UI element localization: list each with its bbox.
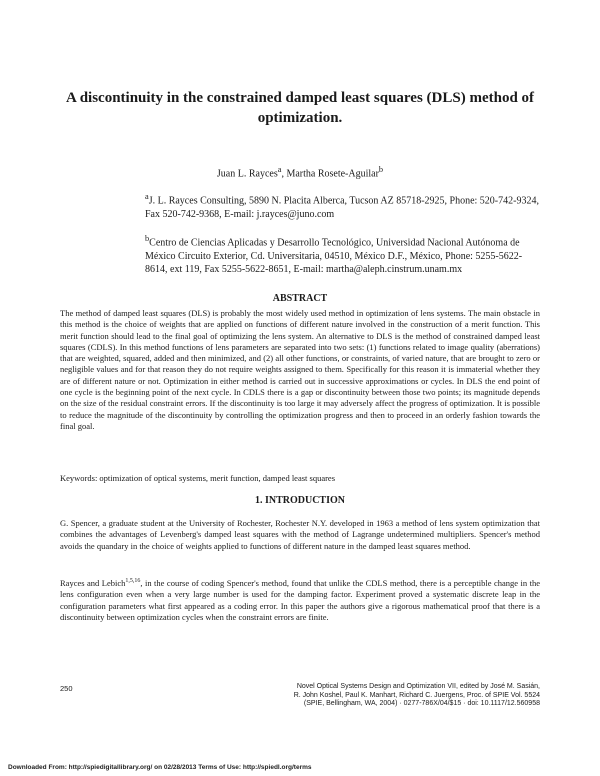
affiliation-mark: b <box>145 234 150 243</box>
page-number: 250 <box>60 684 73 693</box>
affiliation-text: Centro de Ciencias Aplicadas y Desarrollo Tecnológico, Universidad Nacional Autónoma de México Circuito Exterior, Cd. Universitaria, 04510, México D.F., México, Phone: 5255-5622-8614, ext 119, Fax 5255-5622-8651, E-mail: martha@aleph.cinstrum.unam.mx <box>145 237 523 276</box>
footer-line: Novel Optical Systems Design and Optimization VII, edited by José M. Sasián, <box>296 683 540 690</box>
proceedings-footer <box>285 683 540 709</box>
author-separator: , <box>281 168 287 180</box>
download-notice: Downloaded From: http://spiedigitallibrary.org/ on 02/28/2013 Terms of Use: http://spiedl.org/terms <box>8 764 312 771</box>
abstract-body: The method of damped least squares (DLS) is probably the most widely used method in optimization of lens systems. The main obstacle in this method is the choice of weights that are applied on functions of different nature involved in the construction of a merit function. This merit function should lead to the final goal of optimizing the lens system. An alternative to DLS is the method of constrained damped least squares (CDLS). In this method functions of lens parameters are separated into two sets: (1) functions related to image quality (aberrations) that are weighted, squared, added and then minimized, and (2) all other functions, or constraints, of varied nature, that are brought to zero or negligible values and for that reason they do not require weights assigned to them. Specifically for this reason it is immaterial whether they are of different nature or not. Optimization in either method is carried out in successive approximations or cycles. In DLS the end point of one cycle is the beginning point of the next cycle. In CDLS there is a gap or discontinuity between those two points; its magnitude depends on the size of the residual constraint errors. If the discontinuity is too large it may adversely affect the progress of optimization. It is possible to reduce the magnitude of the discontinuity by controlling the optimization progress and then to proceed in an orderly fashion towards the final goal. <box>60 308 540 431</box>
author-name: Juan L. Rayces <box>216 168 278 180</box>
author-mark: b <box>378 165 384 174</box>
affiliation-text: J. L. Rayces Consulting, 5890 N. Placita Alberca, Tucson AZ 85718-2925, Phone: 520-742-9324, Fax 520-742-9368, E-mail: j.rayces@juno.com <box>145 195 539 220</box>
paragraph-authors: Rayces and Lebich <box>60 578 126 588</box>
citation-refs: 1,5,16 <box>125 578 141 585</box>
footer-line: (SPIE, Bellingham, WA, 2004) · 0277-786X/04/$15 · doi: 10.1117/12.560958 <box>303 700 540 708</box>
paper-title: A discontinuity in the constrained damped least squares (DLS) method of optimization. <box>65 90 535 126</box>
affiliation-b <box>145 232 540 277</box>
abstract-heading: ABSTRACT <box>272 293 328 304</box>
section-heading: 1. INTRODUCTION <box>254 495 345 506</box>
paragraph-text: , in the course of coding Spencer's method, found that unlike the CDLS method, there is a perceptible change in the lens configuration even when a very large number is used for the damping factor. Experiment proved a systematic discrete leap in the configuration parameters what first appeared as a coding error. In this paper the authors give a rigorous mathematical proof that there is a discontinuity between optimization cycles when the constraint errors are finite. <box>60 578 540 622</box>
author-mark: a <box>277 165 282 174</box>
author-line <box>0 165 600 179</box>
intro-paragraph-1: G. Spencer, a graduate student at the University of Rochester, Rochester N.Y. developed in 1963 a method of lens system optimization that combines the advantages of Levenberg's damped least squares with the method of Lagrange undetermined multipliers. Spencer's method avoids the quandary in the choice of weights applied to functions of different nature in the damped least squares method. <box>60 518 540 551</box>
affiliation-mark: a <box>145 192 149 201</box>
keywords: Keywords: optimization of optical systems, merit function, damped least squares <box>60 473 336 483</box>
intro-paragraph-2 <box>60 578 540 623</box>
footer-line: R. John Koshel, Paul K. Manhart, Richard C. Juergens, Proc. of SPIE Vol. 5524 <box>293 691 540 699</box>
affiliation-a <box>145 190 540 221</box>
author-name: Martha Rosete-Aguilar <box>286 168 379 180</box>
